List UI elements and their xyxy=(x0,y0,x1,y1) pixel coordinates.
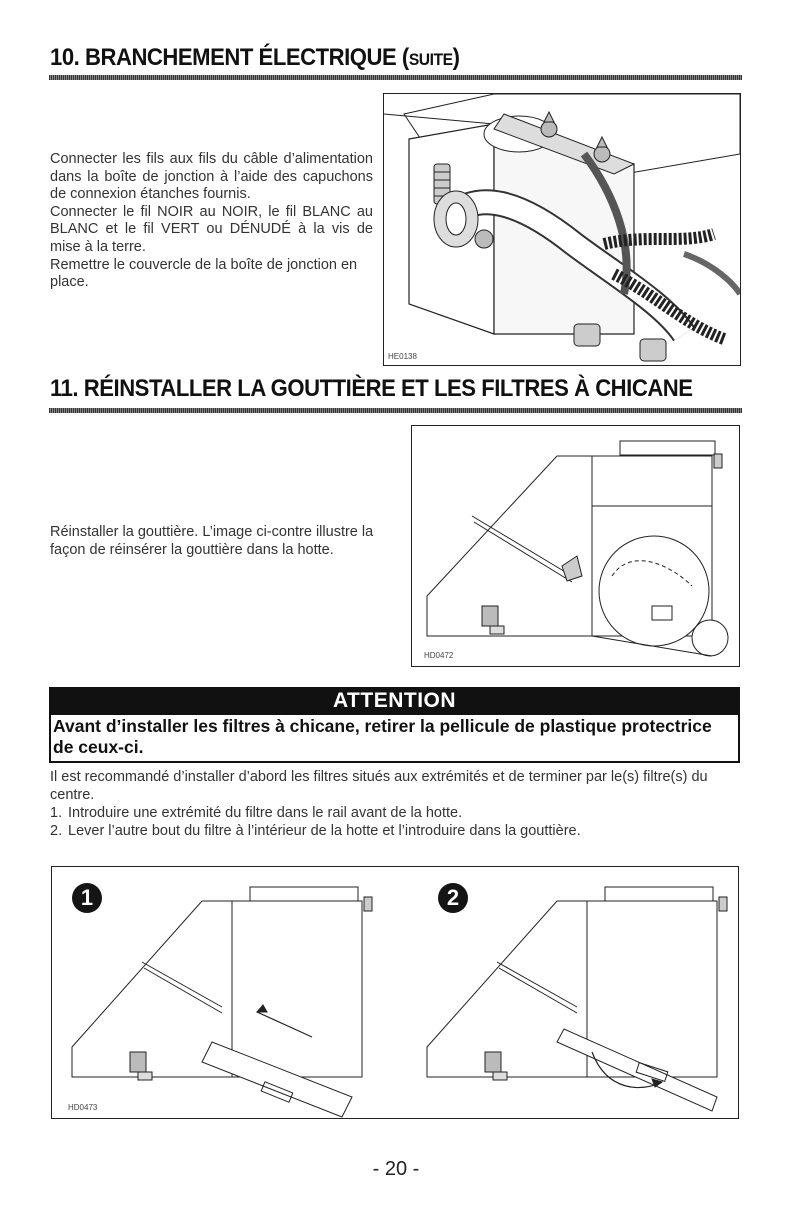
step-number: 2. xyxy=(50,822,63,839)
junction-box-illustration xyxy=(384,94,740,365)
hood-gutter-illustration xyxy=(412,426,739,666)
gutter-figure xyxy=(411,425,740,667)
attention-body: Avant d’installer les filtres à chicane, retirer la pellicule de plastique protectrice de ceux-ci. xyxy=(49,715,740,763)
step-1-badge: 1 xyxy=(72,883,102,913)
paragraph: Connecter le fil NOIR au NOIR, le fil BLANC au BLANC et le fil VERT ou DÉNUDÉ à la vis de mise à la terre. xyxy=(50,203,373,255)
filter-install-illustration xyxy=(52,867,738,1118)
step-2-badge: 2 xyxy=(438,883,468,913)
attention-heading: ATTENTION xyxy=(49,687,740,715)
step-text: Introduire une extrémité du filtre dans le rail avant de la hotte. xyxy=(68,805,463,822)
filter-install-figure xyxy=(51,866,739,1119)
list-item xyxy=(50,805,746,823)
paragraph: Remettre le couvercle de la boîte de jonction en place. xyxy=(50,256,358,291)
step-number: 1. xyxy=(50,805,63,822)
section-11-rule xyxy=(49,408,742,413)
wiring-figure xyxy=(383,93,741,366)
figure-code: HE0138 xyxy=(388,352,417,361)
section-11-title: 11. RÉINSTALLER LA GOUTTIÈRE ET LES FILTRES À CHICANE xyxy=(50,375,693,402)
section-10-title: 10. BRANCHEMENT ÉLECTRIQUE (SUITE) xyxy=(50,44,460,71)
section-10-rule xyxy=(49,75,742,80)
page-number: - 20 - xyxy=(372,1158,420,1180)
attention-box xyxy=(49,687,740,763)
list-item xyxy=(50,823,746,841)
figure-code: HD0472 xyxy=(424,651,454,660)
section-11-text: Réinstaller la gouttière. L’image ci-contre illustre la façon de réinsérer la gouttière dans la hotte. xyxy=(50,524,374,558)
step-text: Lever l’autre bout du filtre à l’intérieur de la hotte et l’introduire dans la gouttière. xyxy=(68,822,581,839)
instructions xyxy=(50,769,746,840)
section-10-text xyxy=(50,151,373,292)
paragraph: Connecter les fils aux fils du câble d’alimentation dans la boîte de jonction à l’aide des capuchons de connexion étanches fournis. xyxy=(50,151,373,203)
steps-list xyxy=(50,805,746,840)
instructions-intro: Il est recommandé d’installer d’abord les filtres situés aux extrémités et de terminer par le(s) filtre(s) du centre. xyxy=(50,769,708,803)
figure-code: HD0473 xyxy=(68,1103,98,1112)
